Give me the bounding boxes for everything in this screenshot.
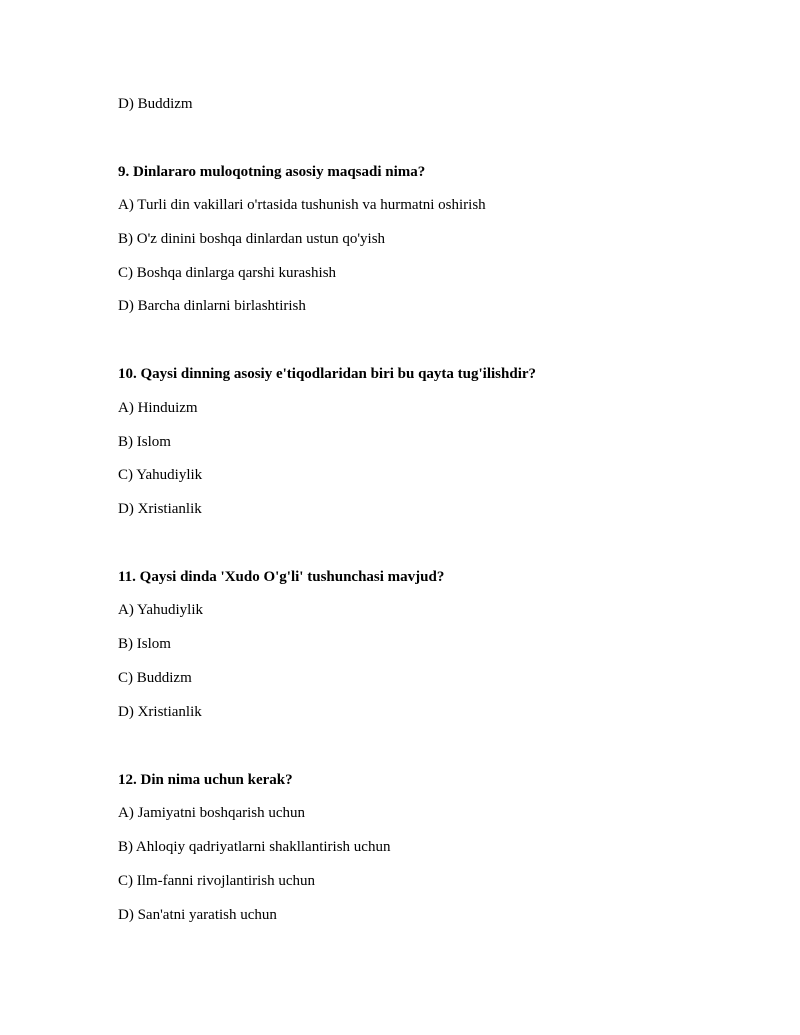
question-9-option-d: D) Barcha dinlarni birlashtirish — [118, 298, 306, 314]
question-11-option-a: A) Yahudiylik — [118, 602, 204, 618]
question-9-option-a: A) Turli din vakillari o'rtasida tushunish va hurmatni oshirish — [118, 197, 486, 213]
question-11-option-c: C) Buddizm — [118, 670, 192, 686]
previous-question-option-d: D) Buddizm — [118, 96, 193, 112]
question-11-option-b: B) Islom — [118, 636, 171, 652]
question-12-option-c: C) Ilm-fanni rivojlantirish uchun — [118, 873, 316, 889]
question-12-option-b: B) Ahloqiy qadriyatlarni shakllantirish uchun — [118, 839, 391, 855]
question-10-option-d: D) Xristianlik — [118, 501, 202, 517]
question-12-option-d: D) San'atni yaratish uchun — [118, 907, 277, 923]
question-10-option-a: A) Hinduizm — [118, 400, 198, 416]
question-9-title: 9. Dinlararo muloqotning asosiy maqsadi nima? — [118, 164, 426, 180]
question-9-option-b: B) O'z dinini boshqa dinlardan ustun qo'yish — [118, 231, 386, 247]
question-10-title: 10. Qaysi dinning asosiy e'tiqodlaridan biri bu qayta tug'ilishdir? — [118, 366, 537, 382]
question-10-option-c: C) Yahudiylik — [118, 467, 203, 483]
question-12-title: 12. Din nima uchun kerak? — [118, 772, 293, 788]
question-9-option-c: C) Boshqa dinlarga qarshi kurashish — [118, 265, 337, 281]
question-11-option-d: D) Xristianlik — [118, 704, 202, 720]
question-10-option-b: B) Islom — [118, 434, 171, 450]
question-11-title: 11. Qaysi dinda 'Xudo O'g'li' tushunchasi mavjud? — [118, 569, 445, 585]
question-12-option-a: A) Jamiyatni boshqarish uchun — [118, 805, 306, 821]
